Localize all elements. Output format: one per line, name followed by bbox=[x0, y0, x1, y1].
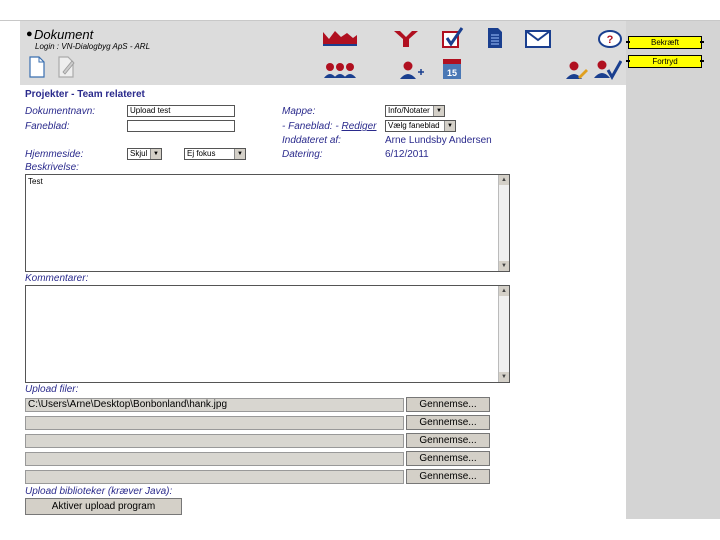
help-glyph: ? bbox=[606, 34, 614, 46]
scroll-down-icon[interactable]: ▼ bbox=[499, 372, 509, 382]
file-input-4[interactable] bbox=[25, 452, 404, 466]
browse-button-3[interactable]: Gennemse... bbox=[406, 433, 490, 448]
faneblad2-select-value: Vælg faneblad bbox=[388, 121, 440, 130]
faneblad-label: Faneblad: bbox=[25, 121, 70, 132]
beskrivelse-label: Beskrivelse: bbox=[25, 162, 79, 173]
beskrivelse-scrollbar[interactable] bbox=[498, 175, 509, 271]
datering-label: Datering: bbox=[282, 149, 323, 160]
section-title: Projekter - Team relateret bbox=[25, 89, 145, 100]
inddateret-label: Inddateret af: bbox=[282, 135, 341, 146]
activate-upload-button[interactable]: Aktiver upload program bbox=[25, 498, 182, 515]
filter-icon[interactable] bbox=[392, 29, 422, 49]
new-document-icon[interactable] bbox=[28, 56, 46, 78]
dokumentnavn-input[interactable] bbox=[127, 105, 235, 117]
user-edit-icon[interactable] bbox=[566, 60, 588, 80]
beskrivelse-textarea[interactable] bbox=[25, 174, 510, 272]
browse-button-4[interactable]: Gennemse... bbox=[406, 451, 490, 466]
add-user-icon[interactable] bbox=[399, 60, 425, 80]
mappe-select[interactable] bbox=[385, 105, 445, 117]
datering-value: 6/12/2011 bbox=[385, 149, 429, 160]
scroll-down-icon[interactable]: ▼ bbox=[499, 261, 509, 271]
mail-icon[interactable] bbox=[525, 30, 551, 48]
file-input-1[interactable]: C:\Users\Arne\Desktop\Bonbonland\hank.jpg bbox=[25, 398, 404, 412]
edit-document-icon[interactable] bbox=[57, 56, 77, 78]
beskrivelse-text: Test bbox=[28, 177, 43, 186]
document-icon[interactable] bbox=[486, 27, 504, 49]
upload-java-label: Upload biblioteker (kræver Java): bbox=[25, 486, 173, 497]
calendar-day: 15 bbox=[446, 68, 458, 78]
team-icon[interactable] bbox=[322, 61, 358, 79]
file-input-5[interactable] bbox=[25, 470, 404, 484]
scroll-up-icon[interactable]: ▲ bbox=[499, 286, 509, 296]
fokus-select-value: Ej fokus bbox=[187, 149, 216, 158]
dokumentnavn-label: Dokumentnavn: bbox=[25, 106, 96, 117]
kommentarer-scrollbar[interactable] bbox=[498, 286, 509, 382]
browse-button-5[interactable]: Gennemse... bbox=[406, 469, 490, 484]
cancel-button[interactable]: Fortryd bbox=[628, 55, 702, 68]
inddateret-value: Arne Lundsby Andersen bbox=[385, 135, 492, 146]
faneblad2-select[interactable] bbox=[385, 120, 456, 132]
browse-button-1[interactable]: Gennemse... bbox=[406, 397, 490, 412]
confirm-button[interactable]: Bekræft bbox=[628, 36, 702, 49]
calendar-icon[interactable] bbox=[442, 58, 462, 80]
faneblad2-prefix: - Faneblad: - bbox=[282, 121, 339, 132]
browse-button-2[interactable]: Gennemse... bbox=[406, 415, 490, 430]
action-panel bbox=[626, 21, 720, 519]
hjemmeside-select[interactable] bbox=[127, 148, 162, 160]
scroll-up-icon[interactable]: ▲ bbox=[499, 175, 509, 185]
page-title: Dokument bbox=[34, 27, 94, 42]
kommentarer-label: Kommentarer: bbox=[25, 273, 89, 284]
checklist-icon[interactable] bbox=[441, 26, 465, 50]
mappe-select-value: Info/Notater bbox=[388, 106, 430, 115]
user-approve-icon[interactable] bbox=[594, 58, 622, 80]
chevron-down-icon: ▼ bbox=[150, 149, 161, 159]
kommentarer-textarea[interactable] bbox=[25, 285, 510, 383]
mappe-label: Mappe: bbox=[282, 106, 316, 117]
upload-label: Upload filer: bbox=[25, 384, 79, 395]
fokus-select[interactable] bbox=[184, 148, 246, 160]
chart-icon[interactable] bbox=[322, 27, 358, 47]
file-input-3[interactable] bbox=[25, 434, 404, 448]
file-input-2[interactable] bbox=[25, 416, 404, 430]
chevron-down-icon: ▼ bbox=[234, 149, 245, 159]
title-bullet: ● bbox=[26, 28, 33, 40]
login-info: Login : VN-Dialogbyg ApS - ARL bbox=[35, 42, 151, 51]
hjemmeside-label: Hjemmeside: bbox=[25, 149, 84, 160]
hjemmeside-select-value: Skjul bbox=[130, 149, 148, 158]
help-icon[interactable] bbox=[597, 29, 623, 49]
chevron-down-icon: ▼ bbox=[444, 121, 455, 131]
faneblad-input[interactable] bbox=[127, 120, 235, 132]
rediger-link[interactable]: Rediger bbox=[341, 121, 377, 132]
faneblad2-label bbox=[282, 121, 377, 132]
chevron-down-icon: ▼ bbox=[433, 106, 444, 116]
